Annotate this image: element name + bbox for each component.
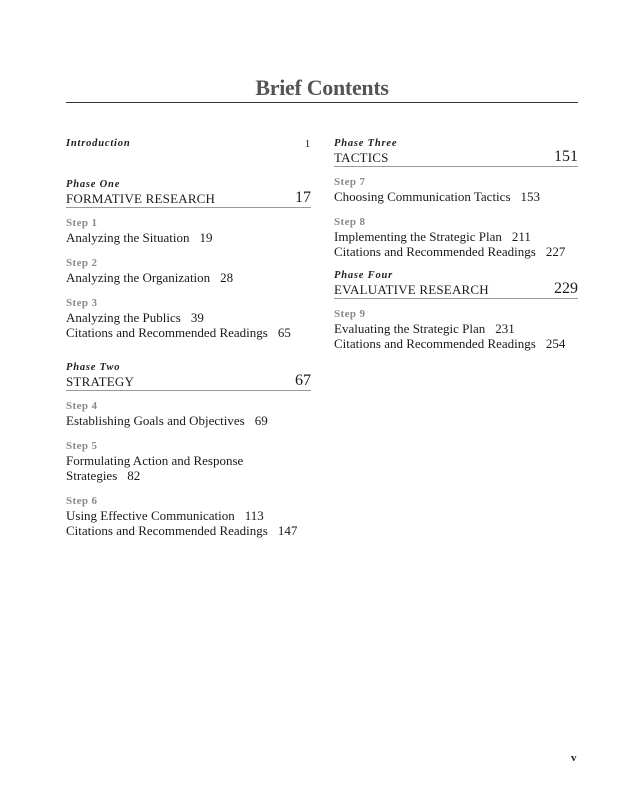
phase-one [66,179,311,340]
intro-label: Introduction [66,138,131,149]
step-label: Step 4 [66,400,98,412]
step-label: Step 3 [66,297,98,309]
phase-two [66,362,311,538]
step-label: Step 5 [66,440,98,452]
page-title: Brief Contents [255,75,389,100]
step-2 [66,256,311,285]
phase-page: 229 [554,280,578,297]
step-label: Step 8 [334,216,366,228]
intro-page: 1 [304,138,311,150]
page-number: v [571,752,577,764]
entry-page: 227 [545,244,566,259]
step-7 [334,175,578,204]
phase-label: Phase One [66,179,121,190]
phase-heading[interactable] [334,281,578,299]
phase-label: Phase Two [66,362,121,373]
intro-entry[interactable] [66,138,311,150]
phase-heading[interactable] [66,373,311,391]
entry-text: Formulating Action and Response [66,453,244,468]
entry-text: Analyzing the Situation [66,230,190,245]
phase-four [334,270,578,351]
toc-entry[interactable] [334,229,578,244]
title-rule [66,102,578,103]
toc-entry[interactable] [66,508,311,523]
toc-entry[interactable] [334,336,578,351]
toc-entry[interactable] [66,453,311,468]
step-6 [66,494,311,538]
entry-page: 231 [495,321,515,336]
toc-entry[interactable] [66,230,311,245]
phase-page: 67 [295,372,311,389]
toc-entry[interactable] [66,325,311,340]
phase-title: FORMATIVE RESEARCH [66,191,216,206]
step-label: Step 7 [334,176,366,188]
step-9 [334,307,578,351]
toc-entry[interactable] [66,413,311,428]
entry-page: 19 [199,230,213,245]
toc-entry[interactable] [334,244,578,259]
step-label: Step 2 [66,257,98,269]
entry-text: Strategies [66,468,118,483]
phase-page: 17 [295,189,311,206]
entry-page: 147 [277,523,298,538]
entry-text: Choosing Communication Tactics [334,189,511,204]
phase-label: Phase Four [334,270,394,281]
step-4 [66,399,311,428]
step-label: Step 1 [66,217,98,229]
entry-text: Evaluating the Strategic Plan [334,321,486,336]
step-label: Step 6 [66,495,98,507]
entry-page: 65 [277,325,291,340]
entry-text: Analyzing the Publics [66,310,181,325]
phase-label: Phase Three [334,138,398,149]
left-column [66,138,311,549]
step-5 [66,439,311,483]
phase-page: 151 [554,148,578,165]
phase-heading[interactable] [66,190,311,208]
phase-title: STRATEGY [66,374,135,389]
step-1 [66,216,311,245]
toc-entry[interactable] [334,189,578,204]
toc-entry[interactable] [66,523,311,538]
entry-page: 28 [220,270,234,285]
phase-title: EVALUATIVE RESEARCH [334,282,489,297]
entry-text: Using Effective Communication [66,508,235,523]
entry-page: 113 [244,508,264,523]
phase-three [334,138,578,259]
entry-page: 69 [254,413,268,428]
step-8 [334,215,578,259]
toc-entry[interactable] [66,270,311,285]
entry-text: Citations and Recommended Readings [66,523,268,538]
right-column [334,138,578,362]
entry-page: 82 [127,468,141,483]
entry-text: Analyzing the Organization [66,270,211,285]
entry-text: Establishing Goals and Objectives [66,413,245,428]
toc-entry[interactable] [66,310,311,325]
entry-page: 153 [520,189,541,204]
entry-page: 39 [190,310,204,325]
entry-page: 211 [511,229,531,244]
entry-text: Citations and Recommended Readings [66,325,268,340]
entry-page: 254 [545,336,566,351]
entry-text: Implementing the Strategic Plan [334,229,502,244]
toc-entry[interactable] [334,321,578,336]
step-3 [66,296,311,340]
entry-text: Citations and Recommended Readings [334,336,536,351]
toc-entry[interactable] [66,468,311,483]
entry-text: Citations and Recommended Readings [334,244,536,259]
phase-heading[interactable] [334,149,578,167]
phase-title: TACTICS [334,150,389,165]
step-label: Step 9 [334,308,366,320]
